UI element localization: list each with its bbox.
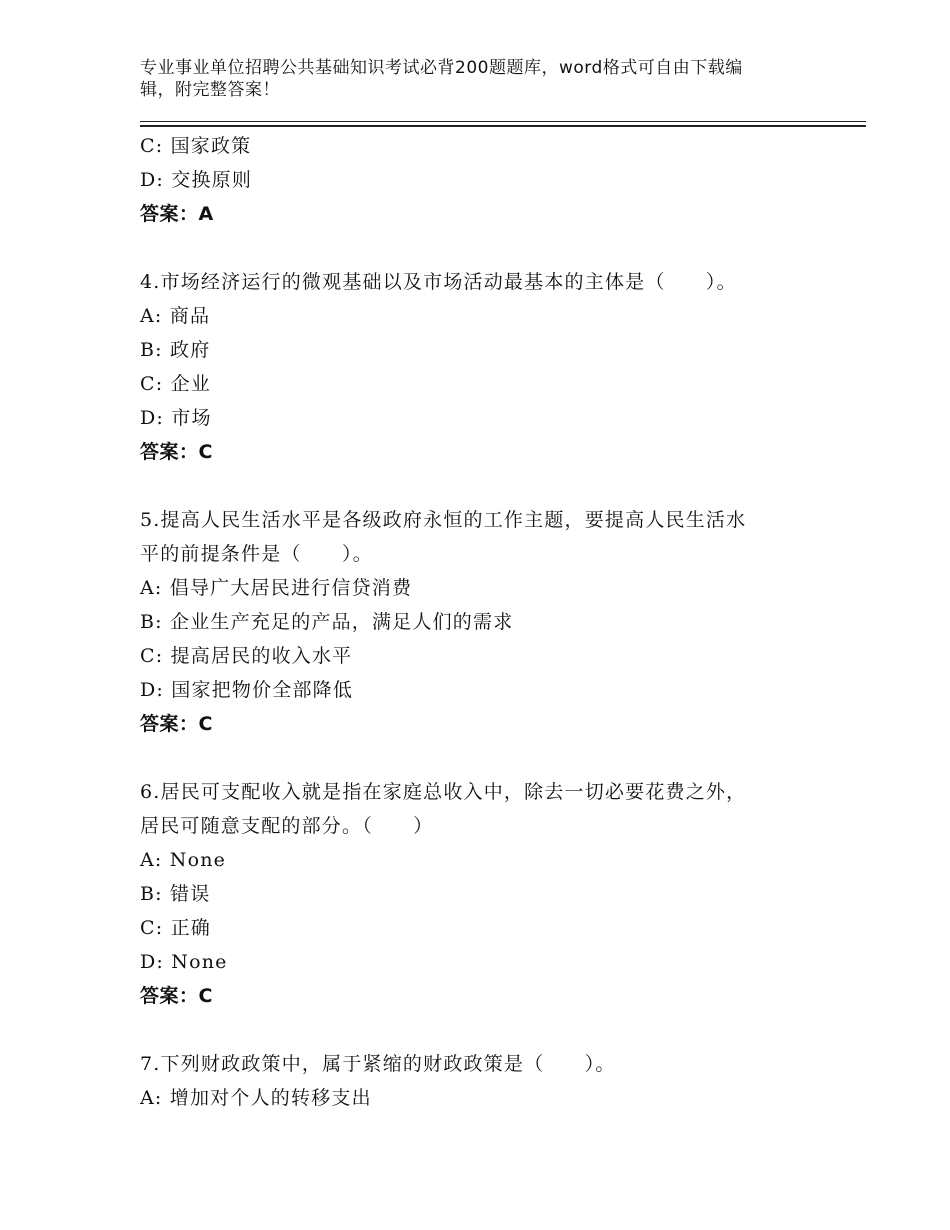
- spacer: [140, 1013, 820, 1047]
- answer-line: 答案：C: [140, 441, 213, 463]
- option-line: A: None: [140, 849, 227, 871]
- question-partial: [140, 129, 820, 231]
- header-line-2: 辑，附完整答案！: [140, 80, 280, 100]
- spacer: [140, 741, 820, 775]
- question-text: 4.市场经济运行的微观基础以及市场活动最基本的主体是（ ）。: [140, 271, 737, 293]
- question-5: [140, 503, 820, 741]
- answer-line: 答案：A: [140, 203, 214, 225]
- question-text: 6.居民可支配收入就是指在家庭总收入中，除去一切必要花费之外，: [140, 781, 747, 803]
- spacer: [140, 231, 820, 265]
- option-line: D: None: [140, 951, 228, 973]
- question-7: [140, 1047, 820, 1115]
- question-4: [140, 265, 820, 469]
- spacer: [140, 469, 820, 503]
- page-header: [140, 57, 800, 101]
- option-line: D: 国家把物价全部降低: [140, 679, 354, 701]
- option-line: B: 政府: [140, 339, 211, 361]
- option-line: B: 企业生产充足的产品，满足人们的需求: [140, 611, 514, 633]
- header-rule-thin: [140, 121, 866, 122]
- question-text: 7.下列财政政策中，属于紧缩的财政政策是（ ）。: [140, 1053, 616, 1075]
- question-text: 平的前提条件是（ ）。: [140, 543, 373, 565]
- answer-line: 答案：C: [140, 985, 213, 1007]
- option-line: C: 企业: [140, 373, 211, 395]
- answer-line: 答案：C: [140, 713, 213, 735]
- option-line: D: 市场: [140, 407, 212, 429]
- question-list: [140, 129, 820, 1115]
- option-line: A: 商品: [140, 305, 211, 327]
- option-line: C: 国家政策: [140, 135, 252, 157]
- option-line: A: 增加对个人的转移支出: [140, 1087, 372, 1109]
- option-line: B: 错误: [140, 883, 211, 905]
- question-text: 5.提高人民生活水平是各级政府永恒的工作主题，要提高人民生活水: [140, 509, 747, 531]
- option-line: C: 正确: [140, 917, 211, 939]
- option-line: C: 提高居民的收入水平: [140, 645, 353, 667]
- question-6: [140, 775, 820, 1013]
- question-text: 居民可随意支配的部分。（ ）: [140, 815, 434, 837]
- option-line: A: 倡导广大居民进行信贷消费: [140, 577, 413, 599]
- header-rule-thick: [140, 125, 866, 127]
- option-line: D: 交换原则: [140, 169, 253, 191]
- header-line-1: 专业事业单位招聘公共基础知识考试必背200题题库，word格式可自由下载编: [140, 58, 743, 78]
